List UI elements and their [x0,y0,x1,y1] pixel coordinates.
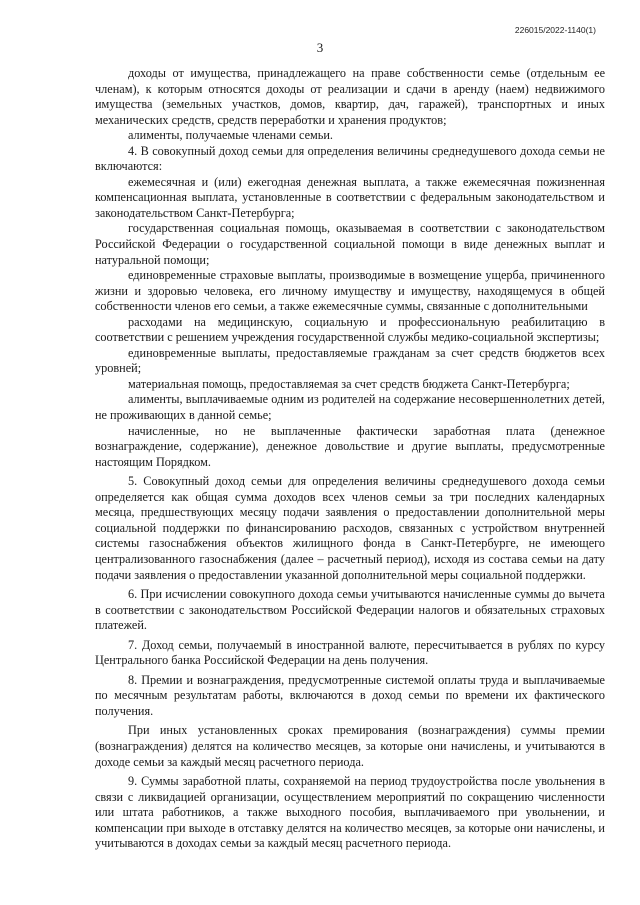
paragraph-item-5-total-income: 5. Совокупный доход семьи для определения величины среднедушевого дохода семьи определяется как общая сумма доходов всех членов семьи за три последних календарных месяца, предшествующих месяцу подачи заявления о предоставлении дополнительной меры социальной поддержки по финансированию расходов, связанных с устройством внутренней системы газоснабжения объектов жилищного фонда в Санкт-Петербурге, не имеющего централизованного газоснабжения (далее – расчетный период), исходя из состава семьи на дату подачи заявления о предоставлении указанной дополнительной меры социальной поддержки. [95,474,605,582]
paragraph-item-8-bonuses: 8. Премии и вознаграждения, предусмотренные системой оплаты труда и выплачиваемые по месячным результатам работы, включаются в доход семьи по времени их фактического получения. [95,672,605,718]
paragraph-other-bonus-terms: При иных установленных сроках премирования (вознаграждения) суммы премии (вознаграждения) делятся на количество месяцев, за которые они начислены, и учитываются в доходе семьи за каждый месяц расчетного периода. [95,723,605,769]
paragraph-alimony-received: алименты, получаемые членами семьи. [128,128,333,143]
paragraph-item-4-exclusions: 4. В совокупный доход семьи для определения величины среднедушевого дохода семьи не включаются: [95,143,605,174]
paragraph-state-social-assistance: государственная социальная помощь, оказываемая в соответствии с законодательством Российской Федерации о государственной социальной помощи в виде денежных выплат и натуральной помощи; [95,221,605,267]
paragraph-unpaid-wages: начисленные, но не выплаченные фактически заработная плата (денежное вознаграждение, содержание), денежное довольствие и другие выплаты, предусмотренные настоящим Порядком. [95,423,605,469]
paragraph-material-assistance: материальная помощь, предоставляемая за счет средств бюджета Санкт-Петербурга; [128,376,570,391]
paragraph-item-7-foreign-currency: 7. Доход семьи, получаемый в иностранной валюте, пересчитывается в рублях по курсу Центрального банка Российской Федерации на день получения. [95,637,605,668]
document-registration-number: 226015/2022-1140(1) [514,25,596,35]
document-body [95,66,605,852]
paragraph-alimony-paid: алименты, выплачиваемые одним из родителей на содержание несовершеннолетних детей, не проживающих в данной семье; [95,392,605,423]
page-number: 3 [316,40,324,55]
paragraph-rehabilitation-expenses: расходами на медицинскую, социальную и профессиональную реабилитацию в соответствии с решением учреждения государственной службы медико-социальной экспертизы; [95,314,605,345]
paragraph-property-income: доходы от имущества, принадлежащего на праве собственности семье (отдельным ее членам), к которым относятся доходы от реализации и сдачи в аренду (наем) недвижимого имущества (земельных участков, домов, квартир, дач, гаражей), транспортных и иных механических средств, средств переработки и хранения продуктов; [95,66,605,127]
paragraph-budget-payments: единовременные выплаты, предоставляемые гражданам за счет средств бюджетов всех уровней; [95,345,605,376]
paragraph-monthly-payments: ежемесячная и (или) ежегодная денежная выплата, а также ежемесячная пожизненная компенсационная выплата, установленные в соответствии с федеральным законодательством и законодательством Санкт-Петербурга; [95,174,605,220]
paragraph-insurance-payments: единовременные страховые выплаты, производимые в возмещение ущерба, причиненного жизни и здоровью человека, его личному имуществу и имуществу, находящемуся в общей собственности членов его семьи, а также ежемесячные суммы, связанные с дополнительными [95,268,605,314]
paragraph-item-6-accrued-sums: 6. При исчислении совокупного дохода семьи учитываются начисленные суммы до вычета в соответствии с законодательством Российской Федерации налогов и обязательных страховых платежей. [95,587,605,633]
paragraph-item-9-retained-wages: 9. Суммы заработной платы, сохраняемой на период трудоустройства после увольнения в связи с ликвидацией организации, осуществлением мероприятий по сокращению численности или штата работников, а также выходного пособия, выплачиваемого при увольнении, и компенсации при выходе в отставку делятся на количество месяцев, за которые они начислены, и учитываются в доходах семьи за каждый месяц расчетного периода. [95,774,605,851]
